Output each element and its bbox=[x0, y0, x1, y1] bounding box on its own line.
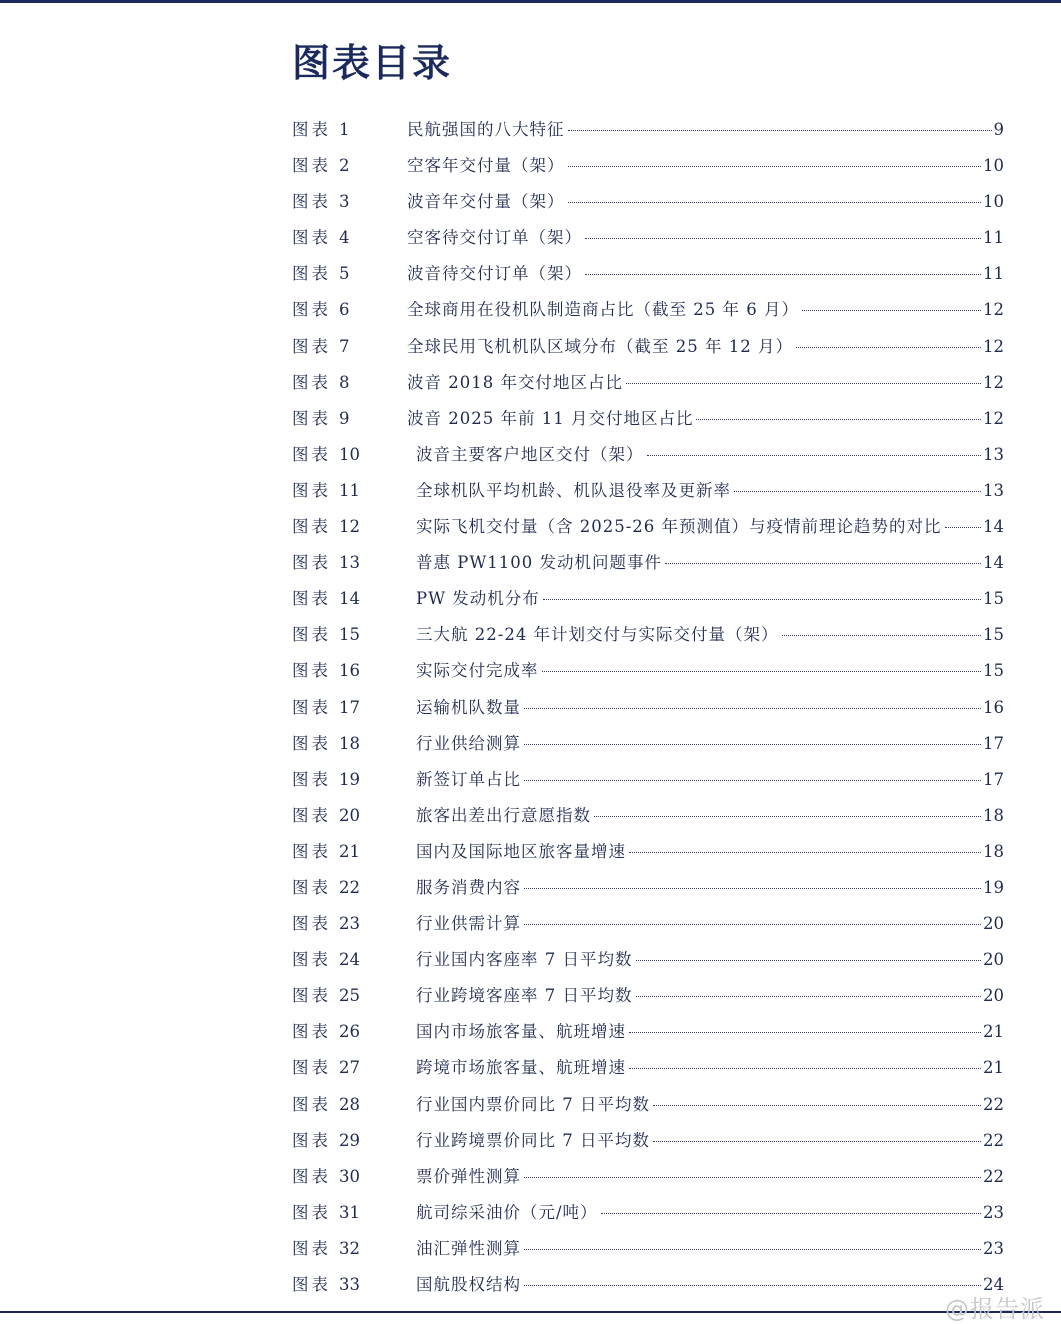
toc-item-number: 25 bbox=[339, 986, 360, 1006]
toc-item-label: 图表 bbox=[292, 1058, 331, 1078]
toc-item-number: 29 bbox=[339, 1130, 360, 1150]
toc-item-leader-dots bbox=[626, 382, 981, 384]
toc-item[interactable] bbox=[292, 1231, 1004, 1267]
toc-item-number: 24 bbox=[339, 950, 360, 970]
toc-item-label: 图表 bbox=[292, 950, 331, 970]
toc-item-title: 国航股权结构 bbox=[416, 1275, 521, 1294]
toc-item-label: 图表 bbox=[292, 1022, 331, 1042]
toc-item-label: 图表 bbox=[292, 841, 331, 861]
toc-item[interactable] bbox=[292, 1195, 1004, 1231]
toc-item-number: 13 bbox=[339, 553, 360, 573]
bottom-rule bbox=[0, 1311, 1061, 1313]
toc-item-leader-dots bbox=[653, 1140, 981, 1142]
toc-item[interactable] bbox=[292, 1014, 1004, 1050]
toc-item[interactable] bbox=[292, 906, 1004, 942]
toc-item-title: 行业跨境票价同比 7 日平均数 bbox=[416, 1130, 650, 1150]
toc-item-page: 20 bbox=[983, 950, 1004, 970]
toc-item-leader-dots bbox=[524, 1284, 981, 1286]
toc-item-title: 民航强国的八大特征 bbox=[407, 120, 565, 139]
toc-item-label: 图表 bbox=[292, 517, 331, 537]
toc-item-page: 20 bbox=[983, 986, 1004, 1006]
toc-item-leader-dots bbox=[802, 309, 981, 311]
toc-item-label: 图表 bbox=[292, 300, 331, 320]
page-title: 图表目录 bbox=[292, 41, 453, 85]
toc-item-title: 行业国内客座率 7 日平均数 bbox=[416, 950, 633, 970]
toc-item-label: 图表 bbox=[292, 228, 331, 248]
toc-item-page: 21 bbox=[983, 1022, 1004, 1042]
toc-item-number: 28 bbox=[339, 1094, 360, 1114]
toc-item-leader-dots bbox=[585, 237, 981, 239]
toc-item-label: 图表 bbox=[292, 1094, 331, 1114]
toc-item-label: 图表 bbox=[292, 553, 331, 573]
toc-item-leader-dots bbox=[601, 1212, 981, 1214]
toc-item-number: 17 bbox=[339, 697, 360, 717]
toc-item-title: 普惠 PW1100 发动机问题事件 bbox=[416, 553, 663, 573]
toc-item-page: 17 bbox=[983, 769, 1004, 789]
toc-item-label: 图表 bbox=[292, 1275, 331, 1294]
toc-item-page: 18 bbox=[983, 841, 1004, 861]
toc-item-page: 20 bbox=[983, 914, 1004, 934]
toc-item-label: 图表 bbox=[292, 1238, 331, 1258]
toc-item[interactable] bbox=[292, 726, 1004, 762]
toc-item-label: 图表 bbox=[292, 480, 331, 500]
toc-item-page: 17 bbox=[983, 733, 1004, 753]
toc-item[interactable] bbox=[292, 437, 1004, 473]
toc-item-leader-dots bbox=[568, 165, 982, 167]
toc-item-number: 16 bbox=[339, 661, 360, 681]
toc-item-leader-dots bbox=[734, 490, 981, 492]
toc-item-number: 4 bbox=[339, 228, 350, 248]
toc-item-leader-dots bbox=[629, 851, 981, 853]
toc-item-title: 国内及国际地区旅客量增速 bbox=[416, 841, 626, 861]
toc-item[interactable] bbox=[292, 220, 1004, 256]
toc-item-number: 11 bbox=[339, 480, 360, 500]
toc-item-label: 图表 bbox=[292, 625, 331, 645]
toc-item-title: 行业供给测算 bbox=[416, 733, 521, 753]
toc-item-number: 14 bbox=[339, 589, 360, 609]
toc-item-page: 13 bbox=[983, 444, 1004, 464]
toc-item[interactable] bbox=[292, 690, 1004, 726]
toc-item-label: 图表 bbox=[292, 264, 331, 284]
toc-item-number: 30 bbox=[339, 1166, 360, 1186]
toc-item-title: 三大航 22-24 年计划交付与实际交付量（架） bbox=[416, 625, 779, 645]
toc-item[interactable] bbox=[292, 401, 1004, 437]
toc-item-number: 7 bbox=[339, 336, 350, 356]
toc-item-title: 空客待交付订单（架） bbox=[407, 228, 582, 248]
toc-item-number: 18 bbox=[339, 733, 360, 753]
toc-item-label: 图表 bbox=[292, 156, 331, 176]
toc-item-page: 12 bbox=[983, 336, 1004, 356]
toc-item-leader-dots bbox=[524, 1176, 981, 1178]
toc-item-leader-dots bbox=[629, 1067, 981, 1069]
toc-item-page: 10 bbox=[983, 192, 1004, 212]
toc-item-leader-dots bbox=[636, 959, 982, 961]
toc-item-page: 11 bbox=[983, 264, 1004, 284]
toc-item-leader-dots bbox=[524, 707, 981, 709]
toc-item-title: 行业供需计算 bbox=[416, 914, 521, 934]
toc-item-number: 31 bbox=[339, 1202, 360, 1222]
toc-item-label: 图表 bbox=[292, 1130, 331, 1150]
toc-item-leader-dots bbox=[568, 201, 982, 203]
toc-item-title: 波音主要客户地区交付（架） bbox=[416, 444, 644, 464]
toc-item-leader-dots bbox=[524, 1248, 981, 1250]
toc-item-label: 图表 bbox=[292, 914, 331, 934]
toc-item-label: 图表 bbox=[292, 986, 331, 1006]
toc-item-title: 实际飞机交付量（含 2025-26 年预测值）与疫情前理论趋势的对比 bbox=[416, 517, 942, 537]
toc-item-page: 12 bbox=[983, 408, 1004, 428]
toc-item-page: 15 bbox=[983, 625, 1004, 645]
toc-item-leader-dots bbox=[647, 454, 982, 456]
toc-item-label: 图表 bbox=[292, 661, 331, 681]
toc-item-title: 波音 2025 年前 11 月交付地区占比 bbox=[407, 408, 694, 428]
toc-item[interactable] bbox=[292, 870, 1004, 906]
toc-item-number: 21 bbox=[339, 841, 360, 861]
toc-item-number: 33 bbox=[339, 1275, 360, 1294]
toc-item[interactable] bbox=[292, 148, 1004, 184]
toc-item-number: 3 bbox=[339, 192, 350, 212]
watermark: @报告派 bbox=[945, 1295, 1045, 1323]
toc-item[interactable] bbox=[292, 509, 1004, 545]
toc-item-number: 32 bbox=[339, 1238, 360, 1258]
toc-item[interactable] bbox=[292, 762, 1004, 798]
toc-item-leader-dots bbox=[665, 562, 981, 564]
toc-item-title: 行业国内票价同比 7 日平均数 bbox=[416, 1094, 650, 1114]
toc-item-number: 1 bbox=[339, 120, 350, 139]
toc-item[interactable] bbox=[292, 942, 1004, 978]
toc-item[interactable] bbox=[292, 1123, 1004, 1159]
toc-item-number: 12 bbox=[339, 517, 360, 537]
toc-item-page: 22 bbox=[983, 1130, 1004, 1150]
toc-item-title: 服务消费内容 bbox=[416, 877, 521, 897]
toc-item-leader-dots bbox=[782, 634, 981, 636]
toc-item[interactable] bbox=[292, 798, 1004, 834]
toc-item-title: 波音待交付订单（架） bbox=[407, 264, 582, 284]
toc-item-page: 15 bbox=[983, 589, 1004, 609]
toc-item-title: 实际交付完成率 bbox=[416, 661, 539, 681]
toc-item-title: 波音 2018 年交付地区占比 bbox=[407, 372, 623, 392]
toc-item-number: 8 bbox=[339, 372, 350, 392]
toc-item-leader-dots bbox=[696, 418, 981, 420]
toc-item-title: 票价弹性测算 bbox=[416, 1166, 521, 1186]
toc-item-label: 图表 bbox=[292, 697, 331, 717]
toc-item-page: 23 bbox=[983, 1238, 1004, 1258]
toc-item-label: 图表 bbox=[292, 192, 331, 212]
toc-item-page: 16 bbox=[983, 697, 1004, 717]
toc-item-title: 空客年交付量（架） bbox=[407, 156, 565, 176]
toc-item-leader-dots bbox=[594, 815, 981, 817]
toc-item[interactable] bbox=[292, 112, 1004, 148]
toc-item-page: 19 bbox=[983, 877, 1004, 897]
toc-item-number: 6 bbox=[339, 300, 350, 320]
toc-item-page: 21 bbox=[983, 1058, 1004, 1078]
toc-item-page: 12 bbox=[983, 300, 1004, 320]
toc-item-number: 20 bbox=[339, 805, 360, 825]
toc-item-page: 12 bbox=[983, 372, 1004, 392]
toc-item-page: 18 bbox=[983, 805, 1004, 825]
toc-item[interactable] bbox=[292, 653, 1004, 689]
toc-item-title: 全球机队平均机龄、机队退役率及更新率 bbox=[416, 480, 731, 500]
toc-item[interactable] bbox=[292, 545, 1004, 581]
toc-item-number: 27 bbox=[339, 1058, 360, 1078]
toc-item-number: 19 bbox=[339, 769, 360, 789]
toc-item-label: 图表 bbox=[292, 589, 331, 609]
toc-item-number: 15 bbox=[339, 625, 360, 645]
toc-item[interactable] bbox=[292, 1050, 1004, 1086]
toc-item-number: 5 bbox=[339, 264, 350, 284]
toc-item-leader-dots bbox=[629, 1031, 981, 1033]
toc-item-leader-dots bbox=[568, 129, 992, 131]
toc-item[interactable] bbox=[292, 292, 1004, 328]
toc-item-page: 24 bbox=[983, 1275, 1004, 1294]
toc-item-number: 10 bbox=[339, 444, 360, 464]
toc-item[interactable] bbox=[292, 473, 1004, 509]
toc-item[interactable] bbox=[292, 184, 1004, 220]
toc-item-number: 22 bbox=[339, 877, 360, 897]
toc-item-leader-dots bbox=[524, 887, 981, 889]
toc-item-title: 全球商用在役机队制造商占比（截至 25 年 6 月） bbox=[407, 300, 799, 320]
toc-item-label: 图表 bbox=[292, 408, 331, 428]
toc-item[interactable] bbox=[292, 365, 1004, 401]
toc-item-leader-dots bbox=[796, 346, 981, 348]
toc-item-page: 9 bbox=[993, 120, 1004, 139]
toc-item-page: 11 bbox=[983, 228, 1004, 248]
toc-item[interactable] bbox=[292, 256, 1004, 292]
toc-item-title: 新签订单占比 bbox=[416, 769, 521, 789]
toc-item-title: 跨境市场旅客量、航班增速 bbox=[416, 1058, 626, 1078]
toc-item-title: 行业跨境客座率 7 日平均数 bbox=[416, 986, 633, 1006]
toc-item[interactable] bbox=[292, 1267, 1004, 1303]
toc-item[interactable] bbox=[292, 617, 1004, 653]
toc-item-leader-dots bbox=[524, 923, 981, 925]
toc-item-title: 旅客出差出行意愿指数 bbox=[416, 805, 591, 825]
toc-item-leader-dots bbox=[585, 273, 981, 275]
toc-item-number: 26 bbox=[339, 1022, 360, 1042]
toc-item[interactable] bbox=[292, 834, 1004, 870]
toc-item-label: 图表 bbox=[292, 1202, 331, 1222]
toc-item-leader-dots bbox=[653, 1104, 981, 1106]
toc-item-page: 14 bbox=[983, 553, 1004, 573]
toc-item-page: 15 bbox=[983, 661, 1004, 681]
toc-item-label: 图表 bbox=[292, 769, 331, 789]
toc-item-label: 图表 bbox=[292, 444, 331, 464]
toc-item-title: 航司综采油价（元/吨） bbox=[416, 1202, 598, 1222]
toc-item-page: 23 bbox=[983, 1202, 1004, 1222]
toc-item-label: 图表 bbox=[292, 805, 331, 825]
top-rule bbox=[0, 0, 1061, 3]
toc-item-number: 23 bbox=[339, 914, 360, 934]
toc-item-label: 图表 bbox=[292, 877, 331, 897]
toc-item-leader-dots bbox=[542, 670, 982, 672]
toc-item-page: 10 bbox=[983, 156, 1004, 176]
toc-item-label: 图表 bbox=[292, 733, 331, 753]
toc-item-label: 图表 bbox=[292, 1166, 331, 1186]
toc-item[interactable] bbox=[292, 1159, 1004, 1195]
toc-item[interactable] bbox=[292, 329, 1004, 365]
toc-item-title: 油汇弹性测算 bbox=[416, 1238, 521, 1258]
toc-list bbox=[292, 112, 1004, 1303]
toc-item-leader-dots bbox=[524, 743, 981, 745]
toc-item-leader-dots bbox=[543, 598, 981, 600]
toc-item-page: 13 bbox=[983, 480, 1004, 500]
toc-item-title: 波音年交付量（架） bbox=[407, 192, 565, 212]
toc-item-label: 图表 bbox=[292, 120, 331, 139]
toc-item-title: 国内市场旅客量、航班增速 bbox=[416, 1022, 626, 1042]
toc-item-label: 图表 bbox=[292, 336, 331, 356]
toc-item-page: 22 bbox=[983, 1094, 1004, 1114]
toc-item-title: 运输机队数量 bbox=[416, 697, 521, 717]
toc-item-number: 9 bbox=[339, 408, 350, 428]
toc-item-title: PW 发动机分布 bbox=[416, 589, 540, 609]
toc-item-label: 图表 bbox=[292, 372, 331, 392]
toc-item-page: 22 bbox=[983, 1166, 1004, 1186]
toc-item[interactable] bbox=[292, 978, 1004, 1014]
toc-item-number: 2 bbox=[339, 156, 350, 176]
toc-item[interactable] bbox=[292, 581, 1004, 617]
toc-item-leader-dots bbox=[636, 995, 982, 997]
toc-item[interactable] bbox=[292, 1087, 1004, 1123]
toc-item-page: 14 bbox=[983, 517, 1004, 537]
toc-item-leader-dots bbox=[524, 779, 981, 781]
toc-item-title: 全球民用飞机机队区域分布（截至 25 年 12 月） bbox=[407, 336, 793, 356]
toc-item-leader-dots bbox=[945, 526, 981, 528]
